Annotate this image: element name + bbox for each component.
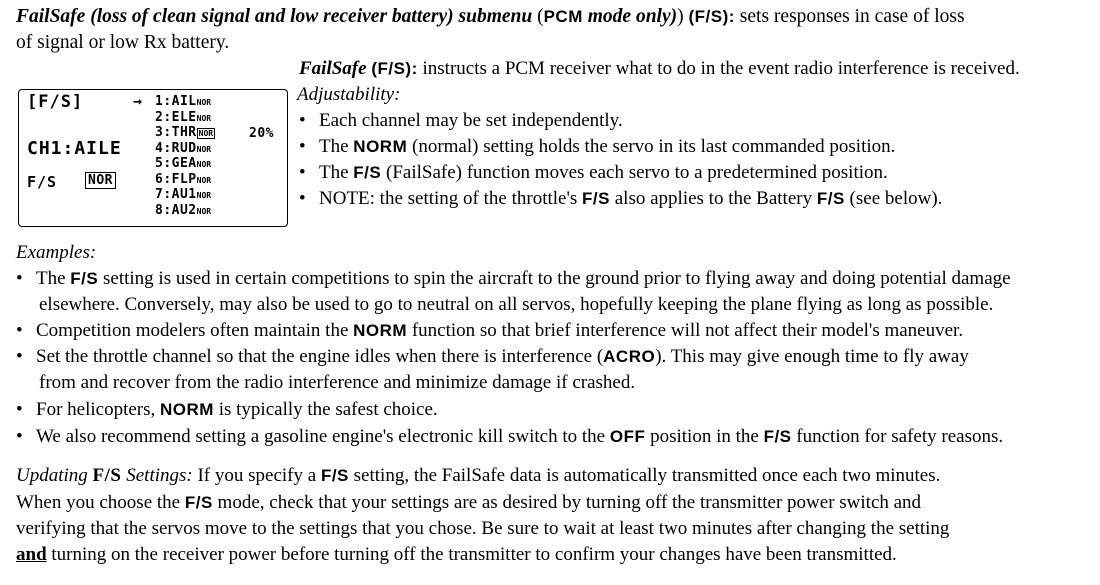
updating-line-4: and turning on the receiver power before turning off the transmitter to confirm your changes have been transmitted. [16,544,897,565]
title-failsafe: FailSafe [16,6,86,27]
lcd-channel-row[interactable]: 4:RUDNOR [155,140,212,156]
lcd-screen [18,89,288,227]
title-line2: of signal or low Rx battery. [16,32,230,53]
example-2: • Competition modelers often maintain the NORM function so that brief interference will not affect their model's maneuver. [16,320,964,341]
lcd-channel-mode[interactable]: NOR [196,160,212,169]
examples-heading-text: Examples: [16,242,97,263]
example-1-cont: elsewhere. Conversely, may also be used to go to neutral on all servos, hopefully keeping the plane flying as long as possible. [39,294,994,315]
lcd-channel-mode[interactable]: NOR [198,129,214,138]
lcd-thr-value: 20% [249,126,274,141]
lcd-fs-label: F/S [27,173,58,191]
lcd-channel-mode[interactable]: NOR [196,113,212,123]
lcd-fs-value-box[interactable]: NOR [85,172,116,189]
intro-fs: (F/S): [371,59,418,78]
title-mode: mode only) [587,6,678,27]
title-rest: sets responses in case of loss [739,6,965,27]
lcd-selector-arrow: → [133,92,144,110]
lcd-channel-mode[interactable]: NOR [196,144,212,154]
lcd-channel-row[interactable]: 5:GEANOR [155,156,212,171]
intro-label: FailSafe [299,58,367,79]
lcd-fs-value[interactable] [85,174,116,187]
example-3-cont: from and recover from the radio interference and minimize damage if crashed. [39,372,636,393]
lcd-channel-mode[interactable]: NOR [196,206,212,216]
lcd-channel-mode[interactable]: NOR [196,175,212,185]
adjustability-text: Adjustability: [297,84,401,105]
lcd-channel-row[interactable]: 2:ELENOR [155,109,212,125]
lcd-channel-row[interactable]: 1:AILNOR [155,94,212,109]
adjustability-heading [297,82,400,108]
section-title: FailSafe (loss of clean signal and low receiver battery) submenu (PCM mode only)) (F/S): sets responses in case of loss [16,6,965,27]
updating-line-3: verifying that the servos move to the settings that you chose. Be sure to wait at least two minutes after changing the setting [16,518,950,539]
lcd-channel-row[interactable]: 6:FLPNOR [155,171,212,187]
title-pcm: PCM [543,7,583,26]
list-item: • The F/S (FailSafe) function moves each servo to a predetermined position. [297,160,942,186]
intro-text: instructs a PCM receiver what to do in the event radio interference is received. [422,58,1020,79]
list-item: • The NORM (normal) setting holds the servo in its last commanded position. [297,134,942,160]
and-emphasis: and [16,544,47,565]
intro-line [299,56,1020,82]
list-item: • Each channel may be set independently. [297,108,942,134]
examples-heading [16,240,96,266]
updating-line-1: Updating F/S Settings: If you specify a F/S setting, the FailSafe data is automatically transmitted once each two minutes. [16,465,941,486]
lcd-channel-mode[interactable]: NOR [196,191,212,200]
lcd-title: [F/S] [27,92,84,112]
example-5: • We also recommend setting a gasoline engine's electronic kill switch to the OFF position in the F/S function for safety reasons. [16,426,1004,447]
example-3: • Set the throttle channel so that the engine idles when there is interference (ACRO). This may give enough time to fly away [16,346,969,367]
example-1: • The F/S setting is used in certain competitions to spin the aircraft to the ground prior to flying away and doing potential damage [16,268,1011,289]
title-submenu: (loss of clean signal and low receiver battery) submenu [90,6,533,27]
lcd-channel-row[interactable]: 8:AU2NOR [155,202,212,218]
updating-line-2: When you choose the F/S mode, check that your settings are as desired by turning off the transmitter power switch and [16,492,922,513]
list-item: • NOTE: the setting of the throttle's F/S also applies to the Battery F/S (see below). [297,186,942,212]
lcd-channel-row[interactable]: 7:AU1NOR [155,187,212,202]
lcd-ch-label: CH1:AILE [27,138,122,159]
title-fs: (F/S): [688,7,735,26]
adjustability-list [297,108,942,212]
lcd-channel-row[interactable]: 3:THR NOR [155,125,214,140]
lcd-channel-mode[interactable]: NOR [196,98,212,107]
example-4: • For helicopters, NORM is typically the safest choice. [16,399,438,420]
